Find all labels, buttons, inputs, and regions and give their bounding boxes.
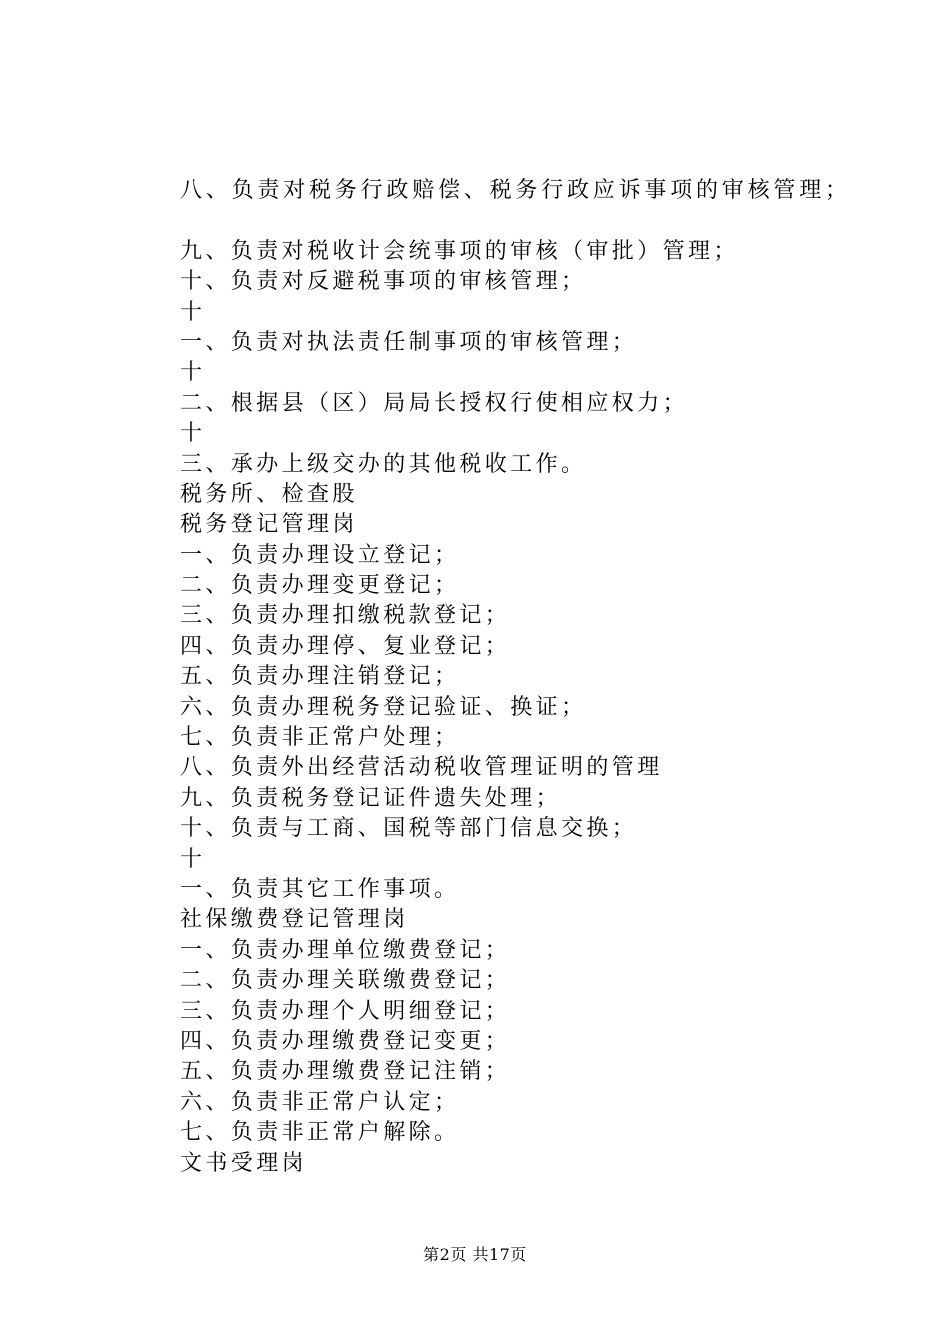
document-body	[180, 176, 880, 1179]
text-line: 二、负责办理变更登记；	[180, 573, 460, 599]
text-line: 九、负责对税收计会统事项的审核（审批）管理；	[180, 238, 739, 264]
text-line: 六、负责非正常户认定；	[180, 1089, 460, 1115]
page-footer: 第2页 共17页	[423, 1245, 527, 1264]
text-line: 十	[180, 360, 206, 386]
text-line: 一、负责对执法责任制事项的审核管理；	[180, 329, 638, 355]
text-line: 八、负责对税务行政赔偿、税务行政应诉事项的审核管理；	[180, 178, 851, 203]
text-line: 十、负责与工商、国税等部门信息交换；	[180, 816, 638, 842]
text-line: 三、负责办理个人明细登记；	[180, 998, 511, 1024]
text-line: 十、负责对反避税事项的审核管理；	[180, 269, 587, 295]
text-line: 七、负责非正常户解除。	[180, 1120, 460, 1146]
text-line: 三、负责办理扣缴税款登记；	[180, 603, 511, 629]
text-line: 文书受理岗	[180, 1150, 308, 1176]
text-line: 三、承办上级交办的其他税收工作。	[180, 451, 587, 477]
text-line: 社保缴费登记管理岗	[180, 907, 409, 933]
text-line: 六、负责办理税务登记验证、换证；	[180, 694, 587, 720]
text-line: 十	[180, 421, 206, 447]
blank-line	[180, 206, 880, 236]
text-line: 十	[180, 846, 206, 872]
text-line: 九、负责税务登记证件遗失处理；	[180, 785, 562, 811]
text-line: 五、负责办理注销登记；	[180, 664, 460, 690]
text-line: 十	[180, 299, 206, 325]
text-line: 一、负责办理设立登记；	[180, 542, 460, 568]
text-line: 七、负责非正常户处理；	[180, 725, 460, 751]
text-line: 一、负责其它工作事项。	[180, 876, 460, 902]
text-line: 四、负责办理停、复业登记；	[180, 633, 511, 659]
text-line: 五、负责办理缴费登记注销；	[180, 1059, 511, 1085]
text-line: 税务所、检查股	[180, 481, 358, 507]
text-line: 税务登记管理岗	[180, 512, 358, 538]
text-line: 四、负责办理缴费登记变更；	[180, 1028, 511, 1054]
text-line: 二、负责办理关联缴费登记；	[180, 968, 511, 994]
text-line: 八、负责外出经营活动税收管理证明的管理	[180, 755, 663, 781]
text-line: 一、负责办理单位缴费登记；	[180, 937, 511, 963]
text-line: 二、根据县（区）局局长授权行使相应权力；	[180, 390, 689, 416]
